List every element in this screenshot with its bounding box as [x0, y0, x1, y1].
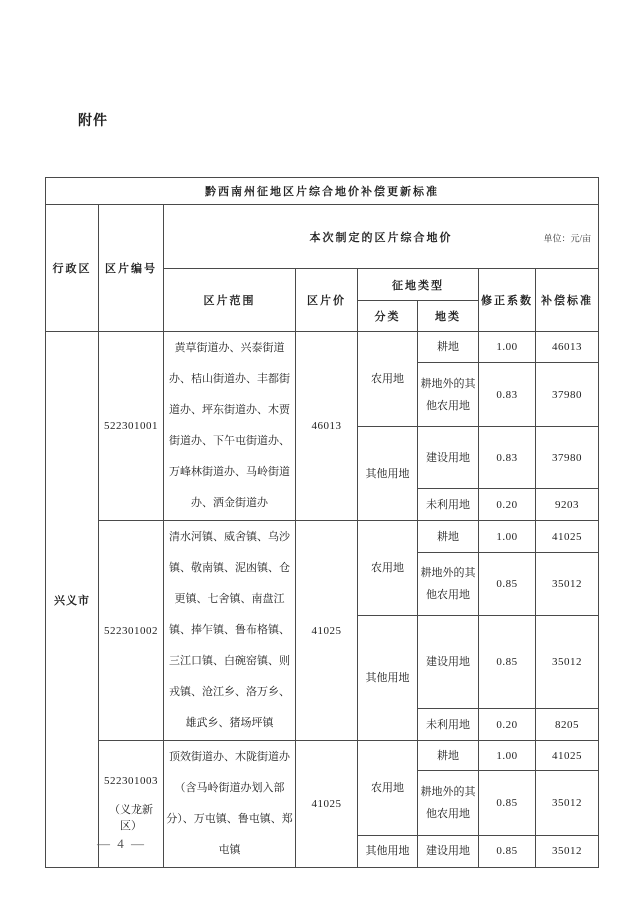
land-type-cell: 未利用地 [418, 489, 479, 521]
factor-cell: 0.20 [479, 489, 536, 521]
block-price-cell: 41025 [296, 741, 358, 868]
standard-cell: 35012 [536, 553, 599, 616]
block-scope-cell: 黄草街道办、兴泰街道办、桔山街道办、丰都街道办、坪东街道办、木贾街道办、下午屯街道办、万峰林街道办、马岭街道办、洒金街道办 [164, 332, 296, 521]
block-number-cell: 522301002 [99, 521, 164, 741]
block-number: 522301003 [104, 775, 158, 787]
block-number-cell: 522301001 [99, 332, 164, 521]
block-price-cell: 46013 [296, 332, 358, 521]
land-type-cell: 未利用地 [418, 709, 479, 741]
block-scope-cell: 清水河镇、威舍镇、乌沙镇、敬南镇、泥凼镇、仓更镇、七舍镇、南盘江镇、捧乍镇、鲁布格镇、三江口镇、白碗窑镇、则戎镇、沧江乡、洛万乡、雄武乡、猪场坪镇 [164, 521, 296, 741]
standard-cell: 35012 [536, 616, 599, 709]
land-type-cell: 建设用地 [418, 835, 479, 867]
standard-cell: 37980 [536, 427, 599, 489]
standard-cell: 41025 [536, 521, 599, 553]
composite-price-label: 本次制定的区片综合地价 [309, 231, 453, 244]
compensation-table [45, 177, 599, 868]
header-block-number: 区片编号 [99, 205, 164, 332]
factor-cell: 0.83 [479, 427, 536, 489]
page-number: — 4 — [97, 836, 146, 851]
category-cell: 农用地 [358, 332, 418, 427]
standard-cell: 41025 [536, 741, 599, 771]
category-cell: 其他用地 [358, 835, 418, 867]
category-cell: 农用地 [358, 521, 418, 616]
admin-region-cell: 兴义市 [46, 332, 99, 868]
category-cell: 其他用地 [358, 427, 418, 521]
factor-cell: 0.83 [479, 363, 536, 427]
header-category: 分类 [358, 301, 418, 332]
standard-cell: 46013 [536, 332, 599, 363]
table-title: 黔西南州征地区片综合地价补偿更新标准 [46, 178, 599, 205]
standard-cell: 35012 [536, 771, 599, 836]
standard-cell: 9203 [536, 489, 599, 521]
land-type-cell: 耕地外的其他农用地 [418, 553, 479, 616]
factor-cell: 1.00 [479, 332, 536, 363]
block-price-cell: 41025 [296, 521, 358, 741]
land-type-cell: 耕地 [418, 741, 479, 771]
header-admin-region: 行政区 [46, 205, 99, 332]
factor-cell: 0.85 [479, 616, 536, 709]
table-row [46, 521, 599, 553]
factor-cell: 0.20 [479, 709, 536, 741]
header-composite-price-group [164, 205, 599, 269]
land-type-cell: 建设用地 [418, 616, 479, 709]
standard-cell: 35012 [536, 835, 599, 867]
land-type-cell: 建设用地 [418, 427, 479, 489]
land-type-cell: 耕地 [418, 332, 479, 363]
header-land-type: 地类 [418, 301, 479, 332]
factor-cell: 1.00 [479, 741, 536, 771]
land-type-cell: 耕地 [418, 521, 479, 553]
table-row [46, 741, 599, 771]
block-number-note: （义龙新区） [109, 804, 153, 832]
factor-cell: 0.85 [479, 771, 536, 836]
standard-cell: 37980 [536, 363, 599, 427]
factor-cell: 0.85 [479, 553, 536, 616]
header-acquisition-type: 征地类型 [358, 269, 479, 301]
attachment-label: 附件 [78, 112, 108, 128]
table-row [46, 332, 599, 363]
land-type-cell: 耕地外的其他农用地 [418, 771, 479, 836]
category-cell: 其他用地 [358, 616, 418, 741]
unit-note: 单位：元/亩 [543, 233, 591, 244]
header-block-scope: 区片范围 [164, 269, 296, 332]
standard-cell: 8205 [536, 709, 599, 741]
header-correction-factor: 修正系数 [479, 269, 536, 332]
factor-cell: 0.85 [479, 835, 536, 867]
header-compensation-standard: 补偿标准 [536, 269, 599, 332]
header-block-price: 区片价 [296, 269, 358, 332]
category-cell: 农用地 [358, 741, 418, 836]
land-type-cell: 耕地外的其他农用地 [418, 363, 479, 427]
factor-cell: 1.00 [479, 521, 536, 553]
block-scope-cell: 顶效街道办、木陇街道办（含马岭街道办划入部分）、万屯镇、鲁屯镇、郑屯镇 [164, 741, 296, 868]
